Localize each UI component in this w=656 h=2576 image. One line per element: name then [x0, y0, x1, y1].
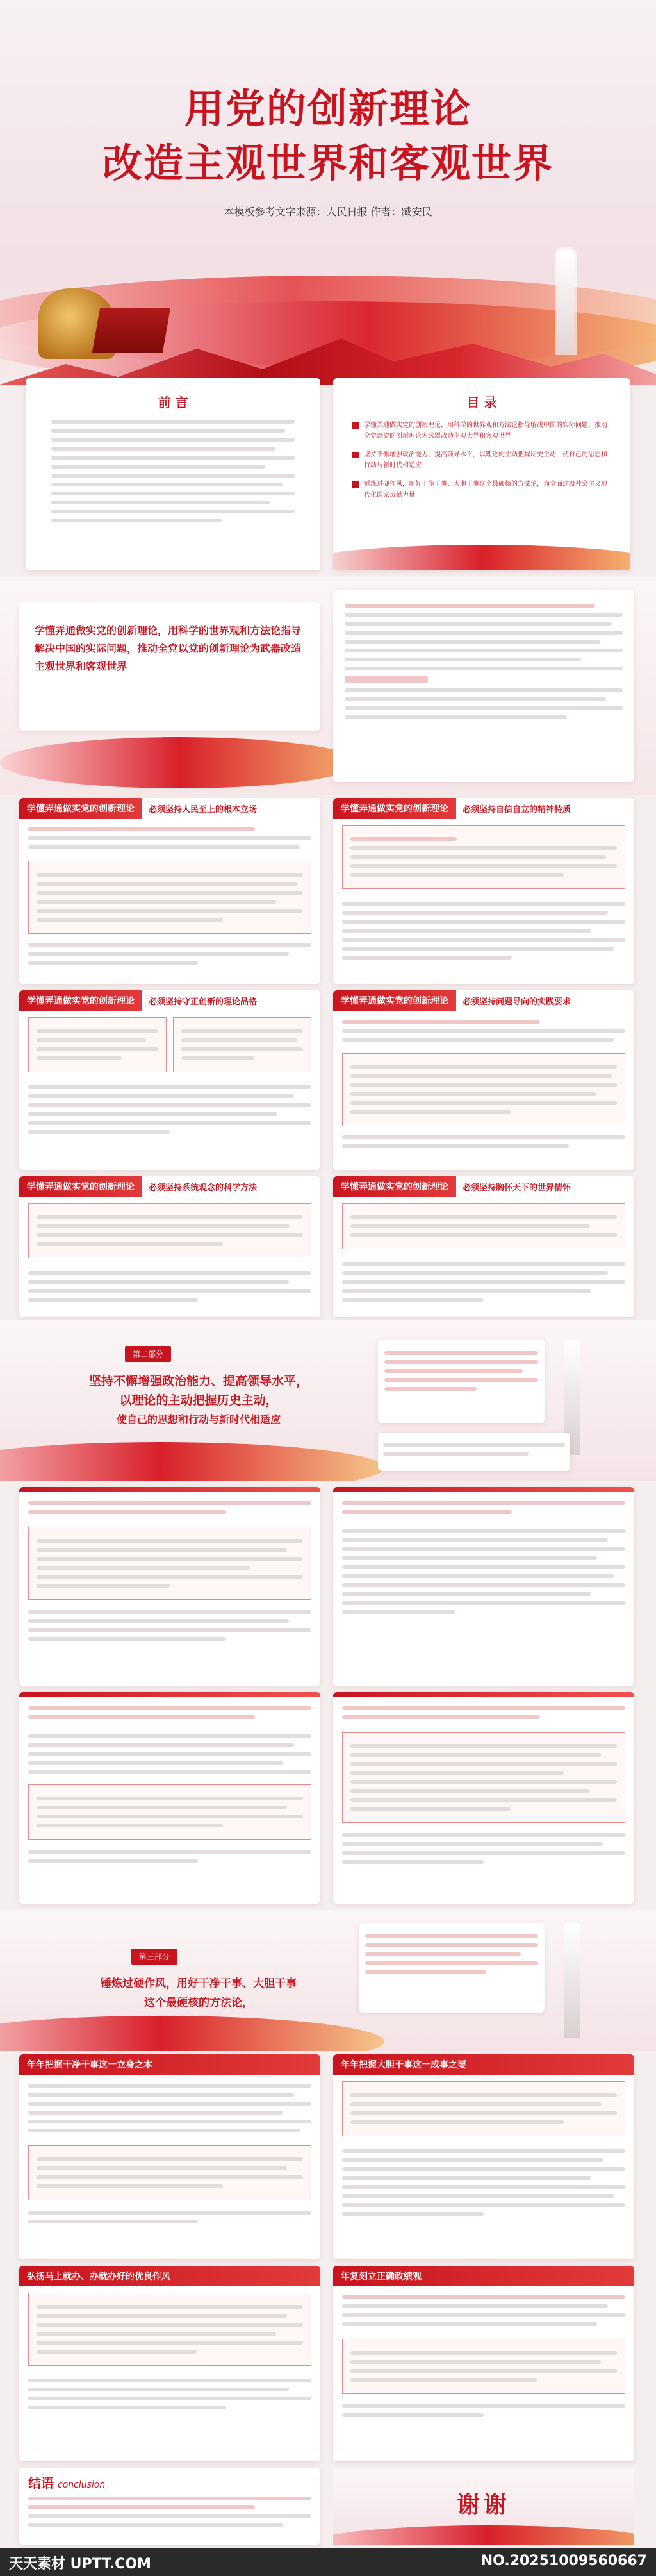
quote-box: [342, 1053, 625, 1126]
card-title: 必须坚持自信自立的精神特质: [463, 804, 571, 815]
watermark-right: NO.20251009560667: [480, 2553, 647, 2569]
content-card: [19, 1176, 320, 1317]
bullet-icon: [352, 452, 359, 458]
card-head-tag: 学懂弄通做实党的创新理论: [333, 1176, 456, 1197]
monument-icon: [564, 1923, 580, 2038]
quote-box: [28, 1784, 311, 1840]
quote-box: [173, 1017, 311, 1072]
content-card: [333, 2266, 634, 2461]
toc-heading: 目 录: [466, 395, 497, 410]
hero-banner: [0, 0, 656, 385]
part2-note: [378, 1340, 545, 1423]
quote-box: [28, 861, 311, 934]
hero-title-line1: 用党的创新理论: [184, 85, 472, 132]
card-head-tag: 学懂弄通做实党的创新理论: [333, 798, 456, 819]
section-wave: [0, 737, 359, 788]
card-head-tag: 学懂弄通做实党的创新理论: [333, 990, 456, 1011]
quote-box: [342, 2339, 625, 2394]
toc-item[interactable]: 坚持不懈增强政治能力、提高领导水平，以理论的主动把握历史主动，使自己的思想和行动与新时代相适应: [352, 449, 611, 471]
content-card: [333, 990, 634, 1170]
bullet-icon: [352, 481, 359, 488]
section-wave: [0, 1442, 384, 1481]
content-card: [333, 1176, 634, 1317]
quote-box: [342, 1732, 625, 1823]
card-title: 必须坚持守正创新的理论品格: [149, 997, 258, 1007]
quote-box: [342, 1203, 625, 1249]
section-wave: [333, 2525, 634, 2545]
content-card: [19, 798, 320, 984]
card-title: 必须坚持系统观念的科学方法: [149, 1183, 258, 1193]
card-head-tag: 年年把握大胆干事这一成事之要: [333, 2054, 634, 2075]
part2-note: [378, 1433, 570, 1471]
part-tag: 第三部分: [131, 1949, 177, 1965]
watermark-footer: [0, 2548, 656, 2576]
part1-section: [0, 577, 656, 795]
card-title: 必须坚持问题导向的实践要求: [463, 997, 571, 1007]
content-card: [19, 1487, 320, 1686]
content-card: [19, 2266, 320, 2461]
hero-title-line2: 改造主观世界和客观世界: [102, 140, 554, 187]
quote-box: [342, 2081, 625, 2136]
content-card: [333, 1487, 634, 1686]
quote-box: [28, 2145, 311, 2200]
part3-headline: 锤炼过硬作风，用好干净干事、大胆干事 这个最硬核的方法论，: [101, 1977, 297, 2009]
part3-note: [359, 1923, 545, 2013]
card-title: 必须坚持胸怀天下的世界情怀: [463, 1183, 571, 1193]
content-card: [333, 1692, 634, 1904]
card-head-tag: 弘扬马上就办、办就办好的优良作风: [19, 2266, 320, 2286]
card-head-tag: 学懂弄通做实党的创新理论: [19, 990, 142, 1011]
quote-box: [28, 1527, 311, 1600]
part3-divider: [0, 1910, 656, 2051]
content-card: [19, 990, 320, 1170]
hero-subtitle: 本模板参考文字来源：人民日报 作者：臧安民: [224, 206, 432, 218]
content-card: [333, 798, 634, 984]
part2-tag-wrap: [125, 1346, 171, 1362]
conclusion-card: [19, 2468, 320, 2545]
card-head-tag: 学懂弄通做实党的创新理论: [19, 1176, 142, 1197]
thanks-panel: [333, 2468, 634, 2545]
watermark-left: 天天素材 UPTT.COM: [9, 2556, 151, 2572]
card-head-tag: 年年把握干净干事这一立身之本: [19, 2054, 320, 2075]
part-tag: 第二部分: [125, 1346, 171, 1362]
monument-icon: [557, 250, 574, 353]
quote-box: [342, 825, 625, 889]
toc-wave: [333, 545, 630, 570]
conclusion-heading-en: conclusion: [58, 2480, 106, 2490]
intro-detail-card: [333, 590, 634, 782]
quote-box: [28, 2293, 311, 2366]
card-head-tag: 学懂弄通做实党的创新理论: [19, 798, 142, 819]
content-card: [19, 1692, 320, 1904]
quote-box: [28, 1017, 167, 1072]
book-icon: [92, 308, 170, 353]
toc-card: [333, 378, 630, 570]
quote-box: [28, 1203, 311, 1258]
part2-headline: 坚持不懈增强政治能力、提高领导水平， 以理论的主动把握历史主动， 使自己的思想和行动与新时代相适应: [88, 1374, 308, 1425]
preface-text: [51, 420, 295, 522]
toc-list: [352, 420, 611, 501]
toc-item[interactable]: 锤炼过硬作风，用好干净干事、大胆干事这个最硬核的方法论，为全面建设社会主义现代化国家贡献力量: [352, 479, 611, 501]
card-head-tag: 年复刻立正确政绩观: [333, 2266, 634, 2286]
intro-text: 学懂弄通做实党的创新理论，用科学的世界观和方法论指导解决中国的实际问题，推动全党以党的创新理论为武器改造主观世界和客观世界: [35, 624, 302, 672]
content-card: [333, 2054, 634, 2259]
thanks-text: 谢谢: [456, 2491, 511, 2518]
toc-item[interactable]: 学懂弄通做实党的创新理论，用科学的世界观和方法论指导解决中国的实际问题，推动全党以党的创新理论为武器改造主观世界和客观世界: [352, 420, 611, 442]
content-card: [19, 2054, 320, 2259]
preface-heading: 前 言: [158, 395, 188, 410]
conclusion-heading: 结语: [28, 2475, 54, 2491]
part3-tag-wrap: [131, 1949, 177, 1965]
intro-card: [19, 602, 320, 731]
preface-card: [26, 378, 320, 570]
part2-divider: [0, 1320, 656, 1481]
bullet-icon: [352, 422, 359, 429]
detail-text: [345, 604, 623, 719]
card-title: 必须坚持人民至上的根本立场: [149, 804, 258, 815]
section-wave: [0, 2016, 384, 2051]
